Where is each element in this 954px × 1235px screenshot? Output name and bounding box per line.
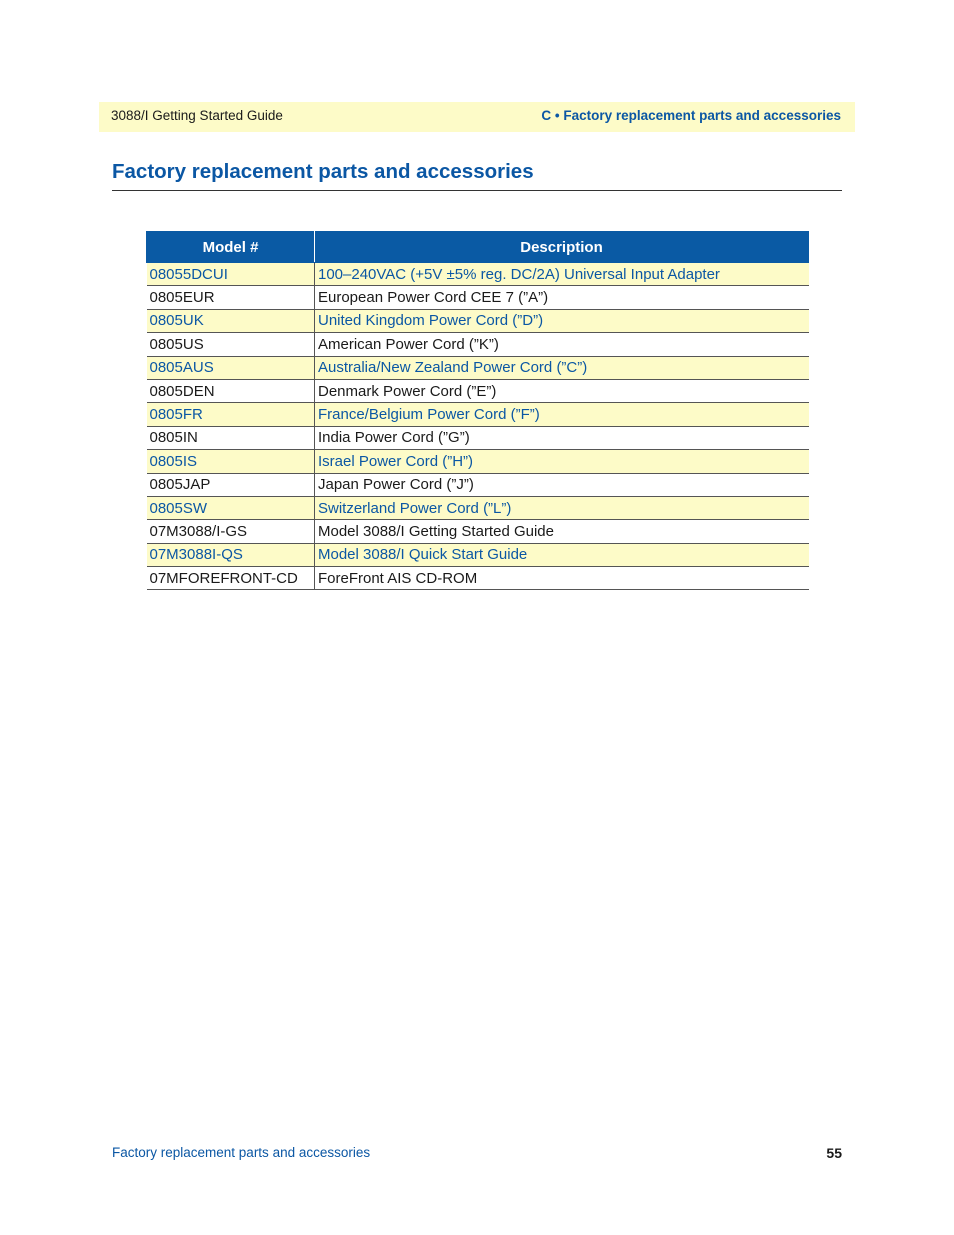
cell-model: 07M3088/I-GS: [147, 520, 315, 543]
table-row: [147, 286, 809, 309]
cell-description: American Power Cord (”K”): [315, 333, 809, 356]
table-row: [147, 543, 809, 566]
cell-description: European Power Cord CEE 7 (”A”): [315, 286, 809, 309]
cell-model: 0805JAP: [147, 473, 315, 496]
header-section-title: C • Factory replacement parts and accessories: [541, 108, 841, 123]
table-row: [147, 403, 809, 426]
cell-description: ForeFront AIS CD-ROM: [315, 567, 809, 590]
cell-description: Israel Power Cord (”H”): [315, 450, 809, 473]
table-row: [147, 263, 809, 286]
cell-description: Japan Power Cord (”J”): [315, 473, 809, 496]
table-row: [147, 473, 809, 496]
cell-model: 08055DCUI: [147, 263, 315, 286]
cell-model: 07MFOREFRONT-CD: [147, 567, 315, 590]
parts-table: [146, 231, 809, 590]
page-title: Factory replacement parts and accessories: [112, 160, 534, 183]
cell-model: 0805IS: [147, 450, 315, 473]
cell-model: 0805FR: [147, 403, 315, 426]
cell-description: Denmark Power Cord (”E”): [315, 379, 809, 402]
table-header-row: [147, 232, 809, 263]
table-row: [147, 356, 809, 379]
column-header-model: Model #: [147, 232, 315, 263]
cell-description: Switzerland Power Cord (”L”): [315, 496, 809, 519]
cell-model: 0805AUS: [147, 356, 315, 379]
cell-description: India Power Cord (”G”): [315, 426, 809, 449]
cell-description: Model 3088/I Getting Started Guide: [315, 520, 809, 543]
cell-description: Australia/New Zealand Power Cord (”C”): [315, 356, 809, 379]
cell-model: 07M3088I-QS: [147, 543, 315, 566]
header-guide-title: 3088/I Getting Started Guide: [111, 108, 283, 123]
cell-description: France/Belgium Power Cord (”F”): [315, 403, 809, 426]
title-divider: [112, 190, 842, 191]
table-row: [147, 426, 809, 449]
column-header-description: Description: [315, 232, 809, 263]
table-row: [147, 309, 809, 332]
footer-section-title: Factory replacement parts and accessories: [112, 1145, 371, 1160]
table-row: [147, 567, 809, 590]
table-row: [147, 333, 809, 356]
cell-model: 0805EUR: [147, 286, 315, 309]
cell-description: United Kingdom Power Cord (”D”): [315, 309, 809, 332]
cell-description: 100–240VAC (+5V ±5% reg. DC/2A) Universal Input Adapter: [315, 263, 809, 286]
running-header: [99, 102, 855, 132]
cell-model: 0805DEN: [147, 379, 315, 402]
cell-model: 0805SW: [147, 496, 315, 519]
cell-model: 0805IN: [147, 426, 315, 449]
table-row: [147, 379, 809, 402]
page-number: 55: [826, 1145, 842, 1161]
cell-description: Model 3088/I Quick Start Guide: [315, 543, 809, 566]
table-row: [147, 450, 809, 473]
cell-model: 0805UK: [147, 309, 315, 332]
table-row: [147, 496, 809, 519]
cell-model: 0805US: [147, 333, 315, 356]
table-row: [147, 520, 809, 543]
